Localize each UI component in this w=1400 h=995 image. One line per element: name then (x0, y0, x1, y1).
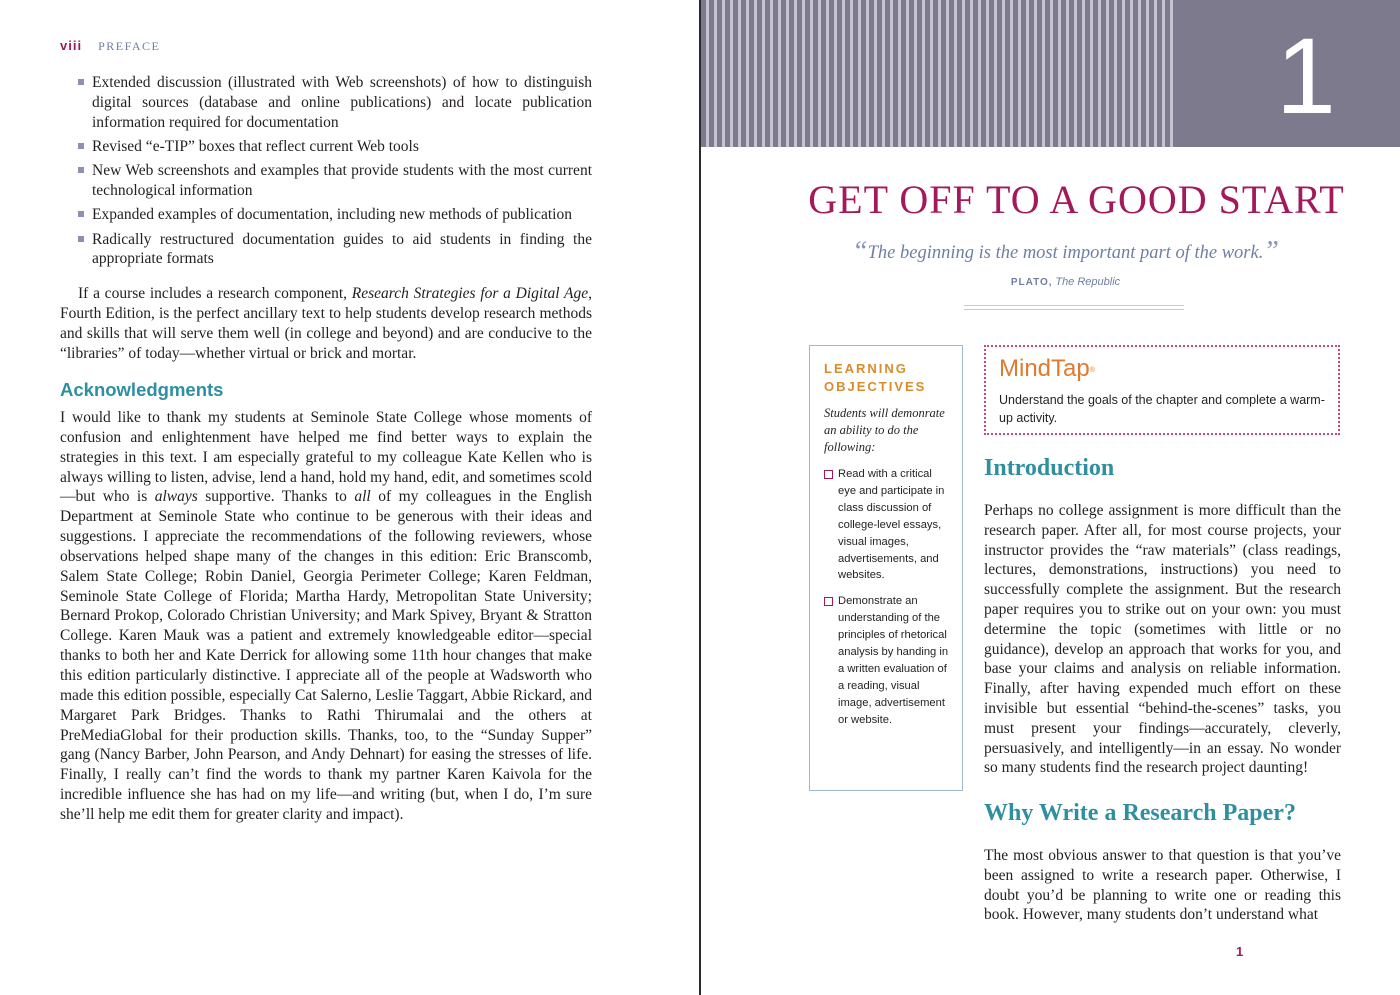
list-item: Expanded examples of documentation, including new methods of publication (78, 205, 592, 225)
checkbox-square-icon (824, 597, 833, 606)
registered-mark: ® (1089, 367, 1095, 374)
epigraph-work: The Republic (1055, 276, 1121, 288)
right-page-number: 1 (1236, 944, 1244, 959)
list-item: Read with a critical eye and participate in class discussion of college-level essays, visual images, advertisements, and websites. (824, 466, 950, 584)
checkbox-square-icon (824, 470, 833, 479)
introduction-paragraph: Perhaps no college assignment is more difficult than the research paper. After all, for most course projects, your instructor provides the “raw materials” (class readings, lectures, demonstrations, instructions) you need to successfully complete the assignment. But the research paper requires you to strike out on your own: you must determine the topic (sometimes with little or no guidance), develop an approach that works for you, and base your claims and analysis on reliable information. Finally, after having expended much effort on these invisible but essential “behind-the-scenes” tasks, you must present your findings—accurately, cleverly, persuasively, and intelligently—in an essay. No wonder so many students find the research project daunting! (984, 502, 1341, 777)
introduction-heading: Introduction (984, 455, 1115, 481)
epigraph-author: PLATO, (1010, 277, 1053, 288)
course-paragraph: If a course includes a research component, Research Strategies for a Digital Age, Fourth Edition, is the perfect ancillary text to help students develop research methods and skills that will serve them well (in college and beyond) and are conducive to the “libraries” of today—whether virtual or brick and mortar. (60, 285, 592, 362)
acknowledgments-paragraph: I would like to thank my students at Seminole State College whose moments of confusion and enlightenment have helped me find better ways to explain the strategies in this text. I am especially grateful to my colleague Kate Kellen who is always willing to listen, advise, lend a hand, hold my hand, edit, and sometimes scold—but who is always supportive. Thanks to all of my colleagues in the English Department at Seminole State who continue to be generous with their ideas and suggestions. I appreciate the recommendations of the following reviewers, whose observations helped shape many of the changes in this edition: Eric Branscomb, Salem State College; Robin Daniel, Georgia Perimeter College; Karen Feldman, Seminole State College of Florida; Martha Hardy, Metropolitan State University; Bernard Prokop, Colorado Christian University; and Mark Spivey, Bryant & Stratton College. Karen Mauk was a patient and extremely knowledgeable editor—special thanks to both her and Kate Derrick for allowing some 11th hour changes that make this edition particularly distinctive. I appreciate all of the people at Wadsworth who made this edition possible, especially Cat Salerno, Leslie Taggart, Abbie Rickard, and Margaret Park Bridges. Thanks to Rathi Thirumalai and the others at PreMediaGlobal for their production skills. Thanks, too, to the “Sunday Supper” gang (Nancy Barber, John Pearson, and Andy Dehnart) for easing the stresses of life. Finally, I really can’t find the words to thank my partner Karen Kaivola for the incredible influence she has had on my life—and writing (but, when I do, I’m sure she’ll help me edit them for greater clarity and impact). (60, 409, 593, 823)
square-bullet-icon (78, 236, 84, 242)
chapter-number-block (1176, 0, 1400, 147)
learning-objectives-title: LEARNING OBJECTIVES (824, 361, 927, 394)
why-research-heading: Why Write a Research Paper? (984, 800, 1296, 826)
learning-objectives-list (824, 466, 950, 729)
square-bullet-icon (78, 167, 84, 173)
mindtap-text: Understand the goals of the chapter and complete a warm-up activity. (999, 393, 1325, 425)
square-bullet-icon (78, 143, 84, 149)
square-bullet-icon (78, 211, 84, 217)
list-item: Extended discussion (illustrated with Web screenshots) of how to distinguish digital sources (database and online publications) and locate publication information required for documentation (78, 73, 592, 132)
striped-header-band (701, 0, 1176, 147)
epigraph-attribution (701, 276, 1400, 288)
epigraph-text: The beginning is the most important part of the work. (867, 243, 1264, 263)
divider-rule (964, 309, 1184, 310)
list-item: Radically restructured documentation guides to aid students in finding the appropriate formats (78, 230, 592, 270)
why-research-paragraph: The most obvious answer to that question is that you’ve been assigned to write a research paper. Otherwise, I doubt you’d be planning to write one or reading this book. However, many students don’t understand what (984, 847, 1341, 924)
mindtap-logo: MindTap® (999, 355, 1095, 382)
chapter-number: 1 (1275, 15, 1336, 136)
close-quote-mark: ” (1263, 236, 1279, 267)
section-label: PREFACE (98, 39, 161, 53)
running-head (60, 38, 160, 54)
feature-bullet-list (78, 73, 592, 274)
learning-objectives-intro: Students will demonrate an ability to do the following: (824, 406, 945, 454)
book-title: Research Strategies for a Digital Age, (351, 285, 592, 302)
list-item: Revised “e-TIP” boxes that reflect current Web tools (78, 137, 592, 157)
list-item: Demonstrate an understanding of the principles of rhetorical analysis by handing in a written evaluation of a reading, visual image, advertisement or website. (824, 593, 950, 728)
chapter-title: GET OFF TO A GOOD START (808, 177, 1345, 222)
mindtap-box (984, 345, 1340, 435)
epigraph (701, 234, 1400, 266)
left-page-number: viii (60, 38, 83, 53)
learning-objectives-box (809, 345, 963, 791)
list-item: New Web screenshots and examples that provide students with the most current technological information (78, 161, 592, 201)
square-bullet-icon (78, 79, 84, 85)
divider-rule (964, 305, 1184, 306)
right-page (701, 0, 1400, 995)
open-quote-mark: “ (852, 236, 868, 267)
chapter-title-row (701, 176, 1400, 223)
acknowledgments-heading: Acknowledgments (60, 379, 224, 400)
